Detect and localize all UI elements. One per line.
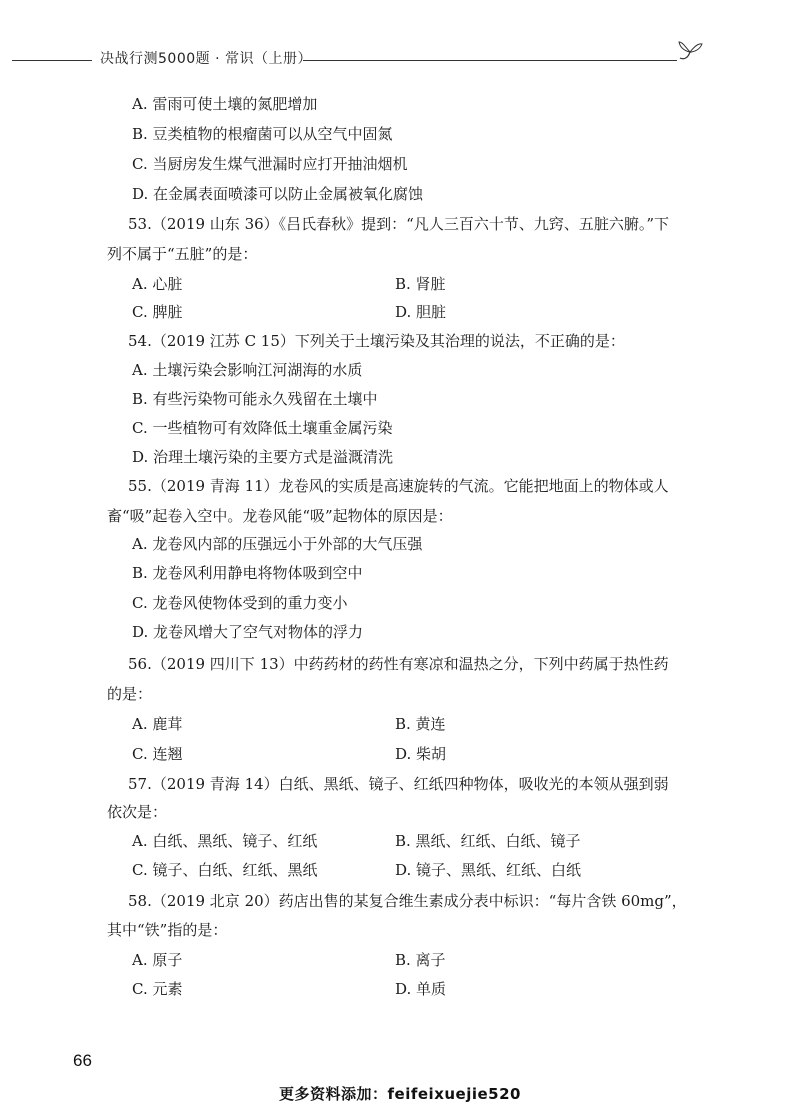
option-a: A. 龙卷风内部的压强远小于外部的大气压强 bbox=[132, 535, 423, 553]
option-a: A. 白纸、黑纸、镜子、红纸 bbox=[132, 832, 318, 850]
header-rule-right bbox=[303, 60, 677, 61]
question-53-continued: 列不属于“五脏”的是： bbox=[107, 245, 258, 263]
footer-contact: feifeixuejie520 bbox=[387, 1085, 521, 1103]
option-d: D. 柴胡 bbox=[395, 745, 447, 763]
option-c: C. 元素 bbox=[132, 980, 183, 998]
question-54: 54.（2019 江苏 C 15）下列关于土壤污染及其治理的说法，不正确的是： bbox=[128, 332, 625, 350]
option-b: B. 黑纸、红纸、白纸、镜子 bbox=[395, 832, 581, 850]
header-rule-left bbox=[12, 60, 92, 61]
question-55-continued: 畜“吸”起卷入空中。龙卷风能“吸”起物体的原因是： bbox=[107, 507, 453, 525]
option-line: B. 豆类植物的根瘤菌可以从空气中固氮 bbox=[132, 125, 393, 143]
option-d: D. 龙卷风增大了空气对物体的浮力 bbox=[132, 623, 364, 641]
page-number: 66 bbox=[73, 1051, 92, 1070]
question-53: 53.（2019 山东 36）《吕氏春秋》提到：“凡人三百六十节、九窍、五脏六腑。”下 bbox=[128, 215, 669, 233]
footer-prefix: 更多资料添加： bbox=[279, 1085, 388, 1103]
option-c: C. 镜子、白纸、红纸、黑纸 bbox=[132, 861, 318, 879]
option-b: B. 有些污染物可能永久残留在土壤中 bbox=[132, 390, 378, 408]
option-line: C. 当厨房发生煤气泄漏时应打开抽油烟机 bbox=[132, 155, 408, 173]
option-c: C. 连翘 bbox=[132, 745, 183, 763]
footer-note bbox=[0, 1083, 800, 1104]
sprout-icon bbox=[676, 38, 704, 64]
question-57-continued: 依次是： bbox=[107, 803, 168, 821]
option-d: D. 单质 bbox=[395, 980, 447, 998]
option-b: B. 龙卷风利用静电将物体吸到空中 bbox=[132, 564, 363, 582]
option-b: B. 离子 bbox=[395, 951, 446, 969]
option-b: B. 肾脏 bbox=[395, 275, 446, 293]
option-line: A. 雷雨可使土壤的氮肥增加 bbox=[132, 95, 318, 113]
question-58-continued: 其中“铁”指的是： bbox=[107, 921, 228, 939]
option-a: A. 土壤污染会影响江河湖海的水质 bbox=[132, 361, 363, 379]
option-line: D. 在金属表面喷漆可以防止金属被氧化腐蚀 bbox=[132, 185, 424, 203]
option-c: C. 龙卷风使物体受到的重力变小 bbox=[132, 594, 348, 612]
question-57: 57.（2019 青海 14）白纸、黑纸、镜子、红纸四种物体，吸收光的本领从强到弱 bbox=[128, 775, 669, 793]
question-58: 58.（2019 北京 20）药店出售的某复合维生素成分表中标识：“每片含铁 60mg”， bbox=[128, 892, 687, 910]
question-55: 55.（2019 青海 11）龙卷风的实质是高速旋转的气流。它能把地面上的物体或人 bbox=[128, 477, 669, 495]
option-a: A. 原子 bbox=[132, 951, 183, 969]
option-b: B. 黄连 bbox=[395, 715, 446, 733]
option-d: D. 治理土壤污染的主要方式是溢溉清洗 bbox=[132, 448, 394, 466]
option-c: C. 脾脏 bbox=[132, 303, 183, 321]
question-56-continued: 的是： bbox=[107, 685, 153, 703]
running-header bbox=[0, 38, 800, 78]
question-56: 56.（2019 四川下 13）中药药材的药性有寒凉和温热之分，下列中药属于热性药 bbox=[128, 655, 669, 673]
header-title: 决战行测5000题 · 常识（上册） bbox=[100, 51, 312, 67]
option-d: D. 镜子、黑纸、红纸、白纸 bbox=[395, 861, 582, 879]
option-a: A. 心脏 bbox=[132, 275, 183, 293]
option-d: D. 胆脏 bbox=[395, 303, 447, 321]
option-c: C. 一些植物可有效降低土壤重金属污染 bbox=[132, 419, 393, 437]
option-a: A. 鹿茸 bbox=[132, 715, 183, 733]
